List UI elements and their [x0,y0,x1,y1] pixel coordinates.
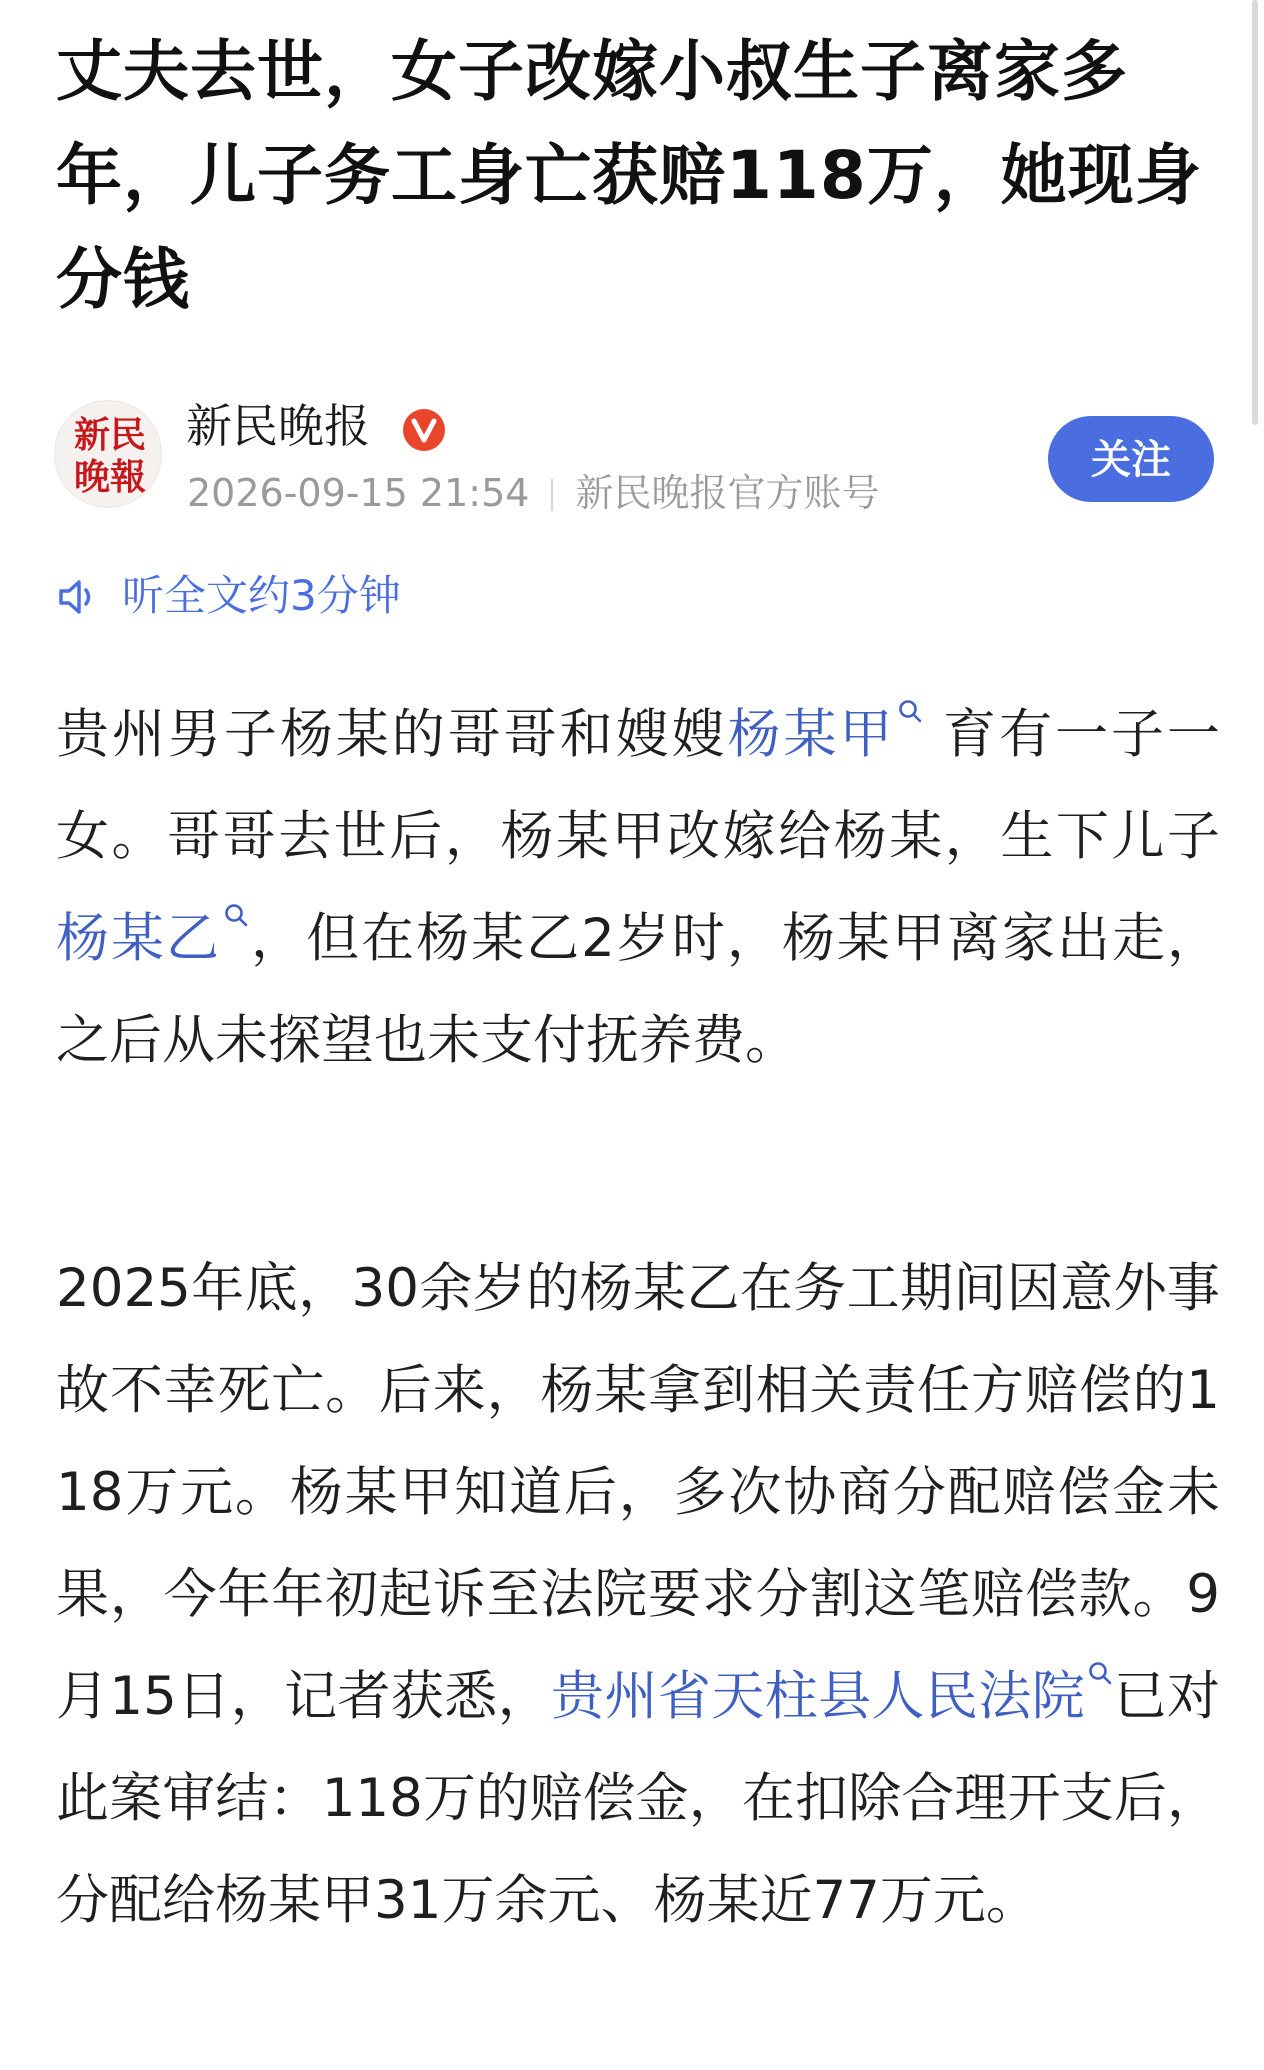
speaker-icon [58,578,100,616]
meta-divider [551,479,553,511]
article-paragraph-2 [56,1238,1220,1952]
article-paragraph-1 [56,684,1220,1092]
avatar-logo-text: 新民晚報 [73,414,146,498]
link-text: 杨某甲 [727,704,896,765]
search-icon [223,902,249,928]
search-icon [1087,1660,1113,1686]
link-text: 贵州省天柱县人民法院 [551,1666,1086,1727]
publish-datetime: 2026-09-15 21:54 [187,471,530,515]
paragraph-text: 贵州男子杨某的哥哥和嫂嫂 [56,704,728,765]
meta-line [187,470,879,516]
search-icon [897,698,923,724]
search-link-yang-yi[interactable] [56,908,249,969]
article-title: 丈夫去世，女子改嫁小叔生子离家多年，儿子务工身亡获赔118万，她现身分钱 [56,33,1202,318]
paragraph-text: 已对此案审结：118万的赔偿金，在扣除合理开支后，分配给杨某甲31万余元、杨某近77万元。 [56,1666,1221,1931]
author-name[interactable]: 新民晚报 [186,399,370,453]
follow-button[interactable]: 关注 [1048,416,1214,502]
search-link-yang-jia[interactable] [727,704,923,765]
paragraph-text: 2025年底，30余岁的杨某乙在务工期间因意外事故不幸死亡。后来，杨某拿到相关责任方赔偿的118万元。杨某甲知道后，多次协商分配赔偿金未果，今年年初起诉至法院要求分割这笔赔偿款。9月15日，记者获悉， [56,1258,1220,1727]
paragraph-text: ，但在杨某乙2岁时，杨某甲离家出走，之后从未探望也未支付抚养费。 [56,908,1220,1071]
listen-label: 听全文约3分钟 [122,571,401,620]
avatar[interactable] [54,400,162,508]
author-row [54,398,1214,513]
account-type: 新民晚报官方账号 [575,471,880,515]
scrollbar[interactable] [1252,0,1258,425]
link-text: 杨某乙 [56,908,222,969]
paragraph-text: 育有一子一女。哥哥去世后，杨某甲改嫁给杨某，生下儿子 [56,704,1220,867]
verified-badge-icon [402,408,446,452]
search-link-tianzhu-court[interactable] [551,1666,1113,1727]
